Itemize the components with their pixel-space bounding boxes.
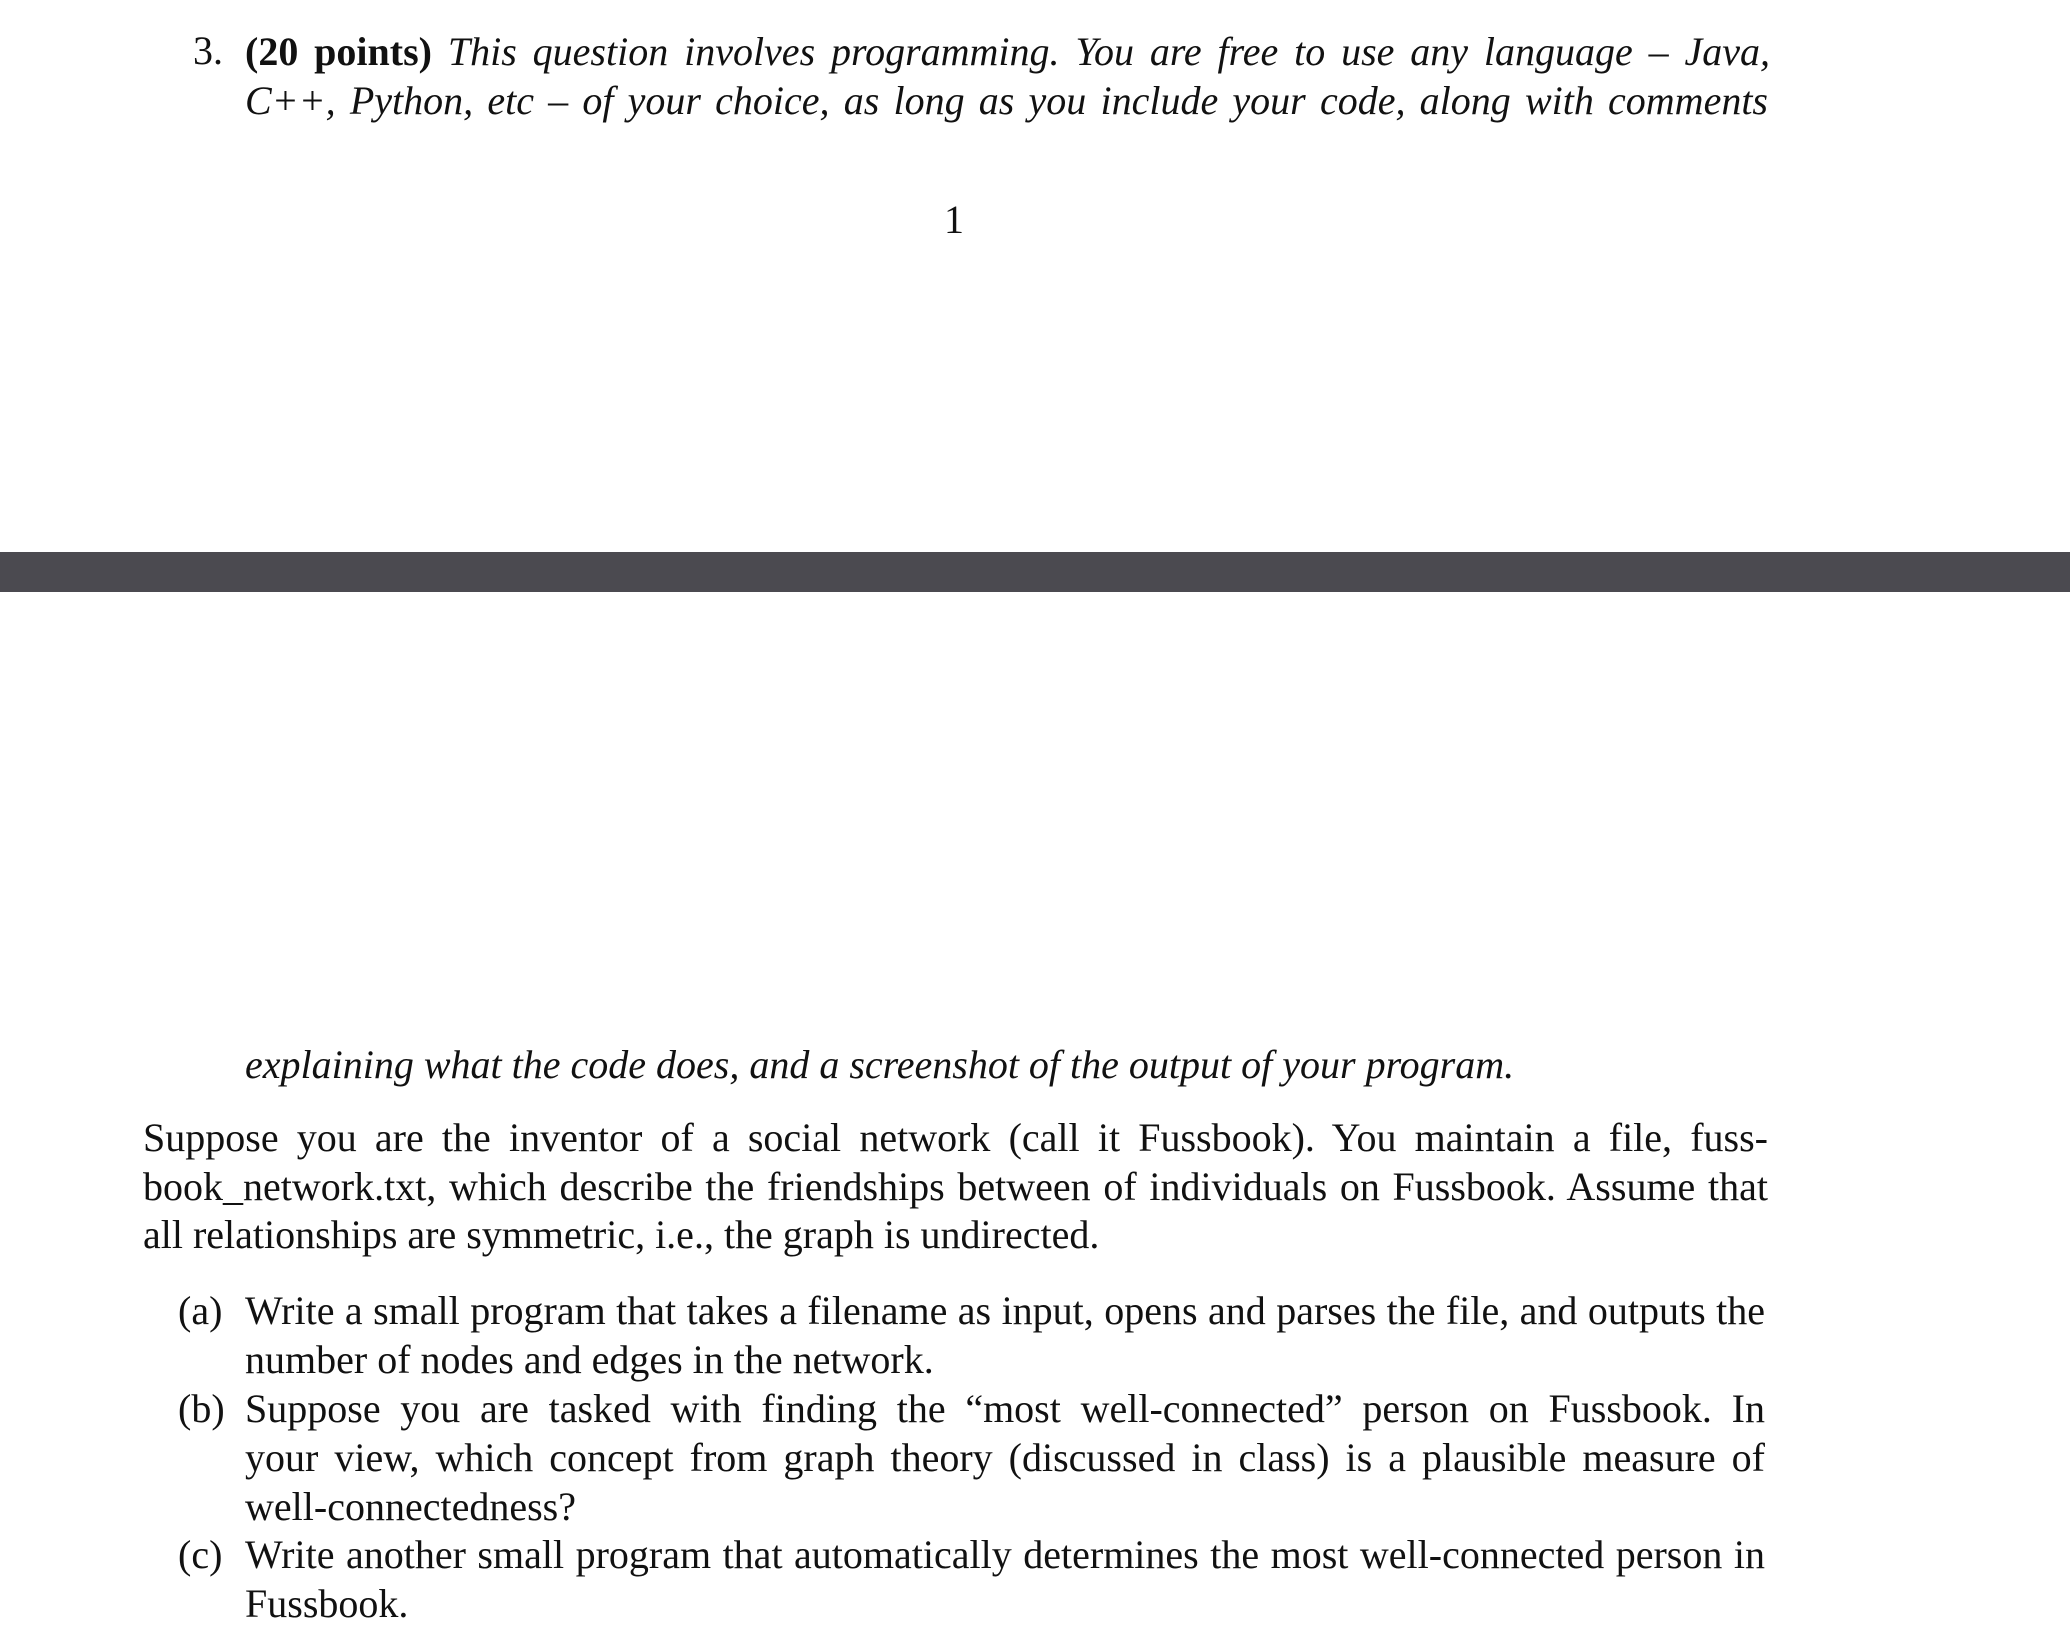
- item-line: well-connectedness?: [245, 1484, 576, 1529]
- item-line: Fussbook.: [245, 1581, 409, 1626]
- paragraph-line-2: book_network.txt, which describe the friendships between of individuals on Fussbook. Assume that: [143, 1164, 1768, 1209]
- page-divider: [0, 552, 2070, 592]
- item-label: (a): [178, 1288, 223, 1333]
- question-number: 3.: [193, 28, 223, 73]
- item-line: number of nodes and edges in the network.: [245, 1337, 934, 1382]
- page-number: 1: [944, 197, 964, 242]
- item-body: [245, 1384, 1765, 1531]
- item-body: [245, 1286, 1765, 1384]
- item-line: Suppose you are tasked with finding the “most well-connected” person on Fussbook. In: [245, 1386, 1765, 1431]
- question-points: (20 points): [245, 29, 432, 74]
- item-line: Write another small program that automatically determines the most well-connected person in: [245, 1532, 1765, 1577]
- item-label: (c): [178, 1532, 223, 1577]
- question-intro-line-3: explaining what the code does, and a screenshot of the output of your program.: [245, 1042, 1515, 1087]
- paragraph-line-3: all relationships are symmetric, i.e., the graph is undirected.: [143, 1212, 1100, 1257]
- item-label: (b): [178, 1386, 225, 1431]
- item-body: [245, 1530, 1765, 1628]
- question-intro-line-1: This question involves programming. You are free to use any language – Java,: [447, 29, 1770, 74]
- item-line: your view, which concept from graph theory (discussed in class) is a plausible measure of: [245, 1435, 1765, 1480]
- question-intro-line-2: C++, Python, etc – of your choice, as long as you include your code, along with comments: [245, 78, 1768, 123]
- question-header-line-1: [245, 27, 1770, 76]
- item-line: Write a small program that takes a filename as input, opens and parses the file, and outputs the: [245, 1288, 1765, 1333]
- paragraph-line-1: Suppose you are the inventor of a social network (call it Fussbook). You maintain a file, fuss-: [143, 1115, 1768, 1160]
